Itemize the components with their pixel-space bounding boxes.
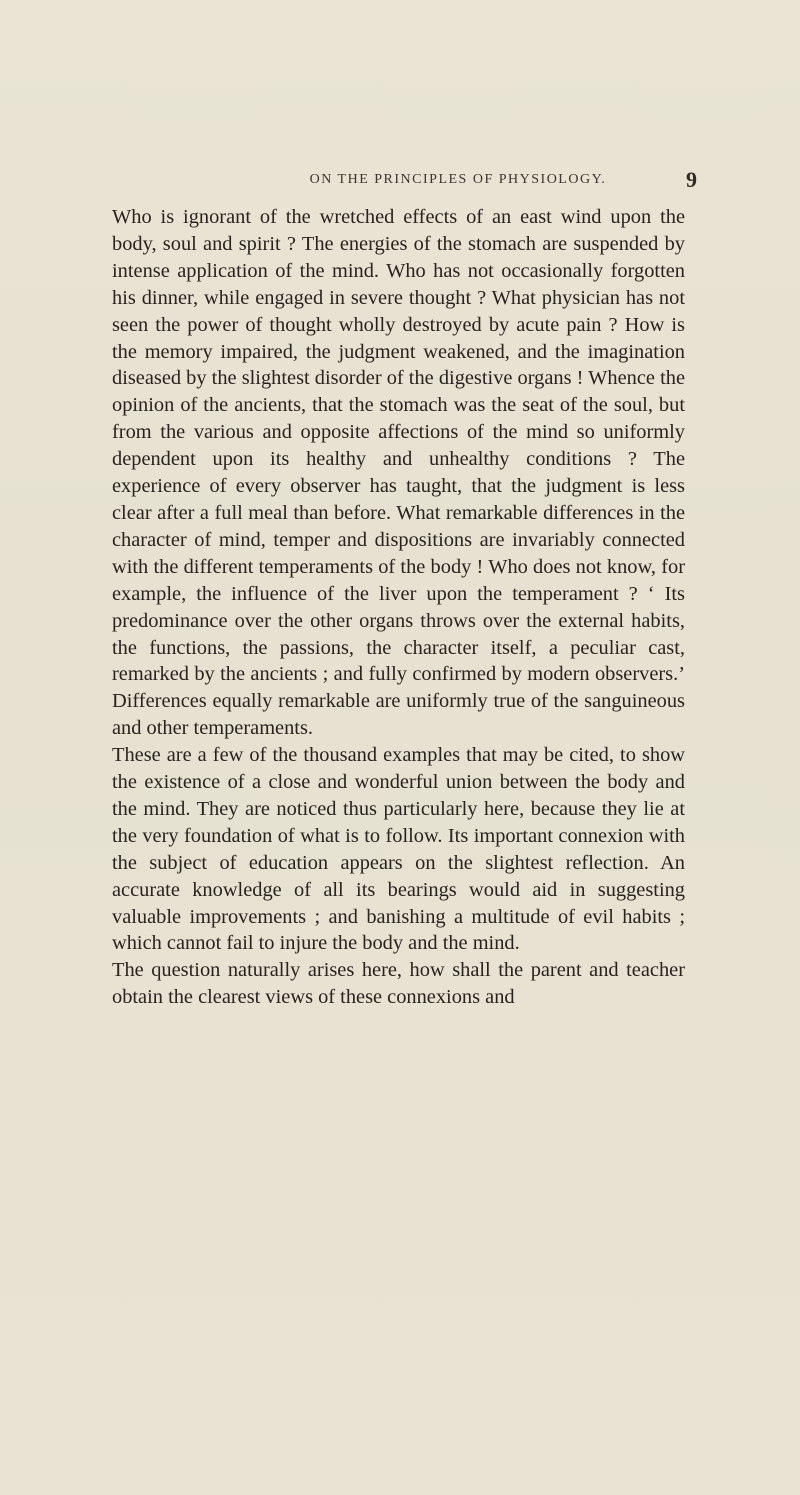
paragraph-3: The question naturally arises here, how shall the parent and teacher obtain the clearest views of these connexions and (112, 959, 685, 1009)
page-header (0, 167, 800, 196)
body-text (112, 204, 685, 1011)
page-number: 9 (686, 167, 697, 192)
running-head: ON THE PRINCIPLES OF PHYSIOLOGY. (309, 172, 607, 187)
paragraph-1: Who is ignorant of the wretched effects of an east wind upon the body, soul and spirit ? The energies of the stomach are suspended by intense application of the mind. Who has not occasionally forgotten his dinner, while engaged in severe thought ? What physician has not seen the power of thought wholly destroyed by acute pain ? How is the memory impaired, the judgment weakened, and the imagination diseased by the slightest disorder of the digestive organs ! Whence the opinion of the ancients, that the stomach was the seat of the soul, but from the various and opposite affections of the mind so uniformly dependent upon its healthy and unhealthy conditions ? The experience of every observer has taught, that the judgment is less clear after a full meal than before. What remarkable differences in the character of mind, temper and dispositions are invariably connected with the different temperaments of the body ! Who does not know, for example, the influence of the liver upon the temperament ? ‘ Its predominance over the other organs throws over the external habits, the functions, the passions, the character itself, a peculiar cast, remarked by the ancients ; and fully confirmed by modern observers.’ Differences equally remarkable are uniformly true of the sanguineous and other temperaments. (112, 206, 685, 740)
paragraph-2: These are a few of the thousand examples that may be cited, to show the existence of a close and wonderful union between the body and the mind. They are noticed thus particularly here, because they lie at the very foundation of what is to follow. Its important connexion with the subject of education appears on the slightest reflection. An accurate knowledge of all its bearings would aid in suggesting valuable improvements ; and banishing a multitude of evil habits ; which cannot fail to injure the body and the mind. (112, 744, 685, 955)
